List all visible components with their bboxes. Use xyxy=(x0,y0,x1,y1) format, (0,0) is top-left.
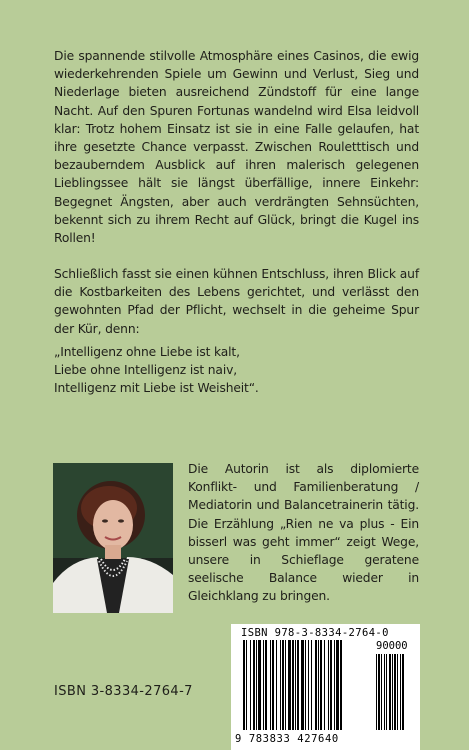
barcode-bars xyxy=(243,640,373,734)
barcode-number: 9 783833 427640 xyxy=(235,733,339,745)
barcode-price-code: 90000 xyxy=(376,640,408,652)
quote-line: „Intelligenz ohne Liebe ist kalt, xyxy=(54,345,240,359)
quote-block xyxy=(54,343,419,398)
barcode-isbn-label: ISBN 978-3-8334-2764-0 xyxy=(241,627,389,639)
quote-line: Intelligenz mit Liebe ist Weisheit“. xyxy=(54,381,259,396)
barcode-addon-bars xyxy=(376,654,414,732)
isbn-text: ISBN 3-8334-2764-7 xyxy=(54,684,193,699)
barcode-panel xyxy=(231,624,420,750)
blurb-paragraph-2: Schließlich fasst sie einen kühnen Entschluss, ihren Blick auf die Kostbarkeiten des Lebens gerichtet, und verlässt den gewohnten Pfad der Pflicht, wechselt in die geheime Spur der Kür, denn: xyxy=(54,267,419,336)
quote-line: Liebe ohne Intelligenz ist naiv, xyxy=(54,363,237,378)
blurb-paragraph-1: Die spannende stilvolle Atmosphäre eines Casinos, die ewig wiederkehrenden Spiele um Gewinn und Verlust, Sieg und Niederlage bieten ausreichend Zündstoff für eine lange Nacht. Auf den Spuren Fortunas wandelnd wird Elsa leidvoll klar: Trotz hohem Einsatz ist sie in eine Falle gelaufen, hat ihre gesetzte Chance verpasst. Zwischen Rouletttisch und bezauberndem Ausblick auf ihren malerisch gelegenen Lieblingssee hält sie längst überfällige, innere Einkehr: Begegnet Ängsten, aber auch verdrängten Sehnsüchten, bekennt sich zu ihrem Recht auf Glück, bringt die Kugel ins Rollen! xyxy=(54,49,419,246)
author-bio: Die Autorin ist als diplomierte Konflikt- und Familienberatung / Mediatorin und Balancetrainerin tätig. Die Erzählung „Rien ne va plus - Ein bisserl was geht immer“ zeigt Wege, unsere in Schieflage geratene seelische Balance wieder in Gleichklang zu bringen. xyxy=(188,462,419,604)
author-photo xyxy=(53,463,173,613)
